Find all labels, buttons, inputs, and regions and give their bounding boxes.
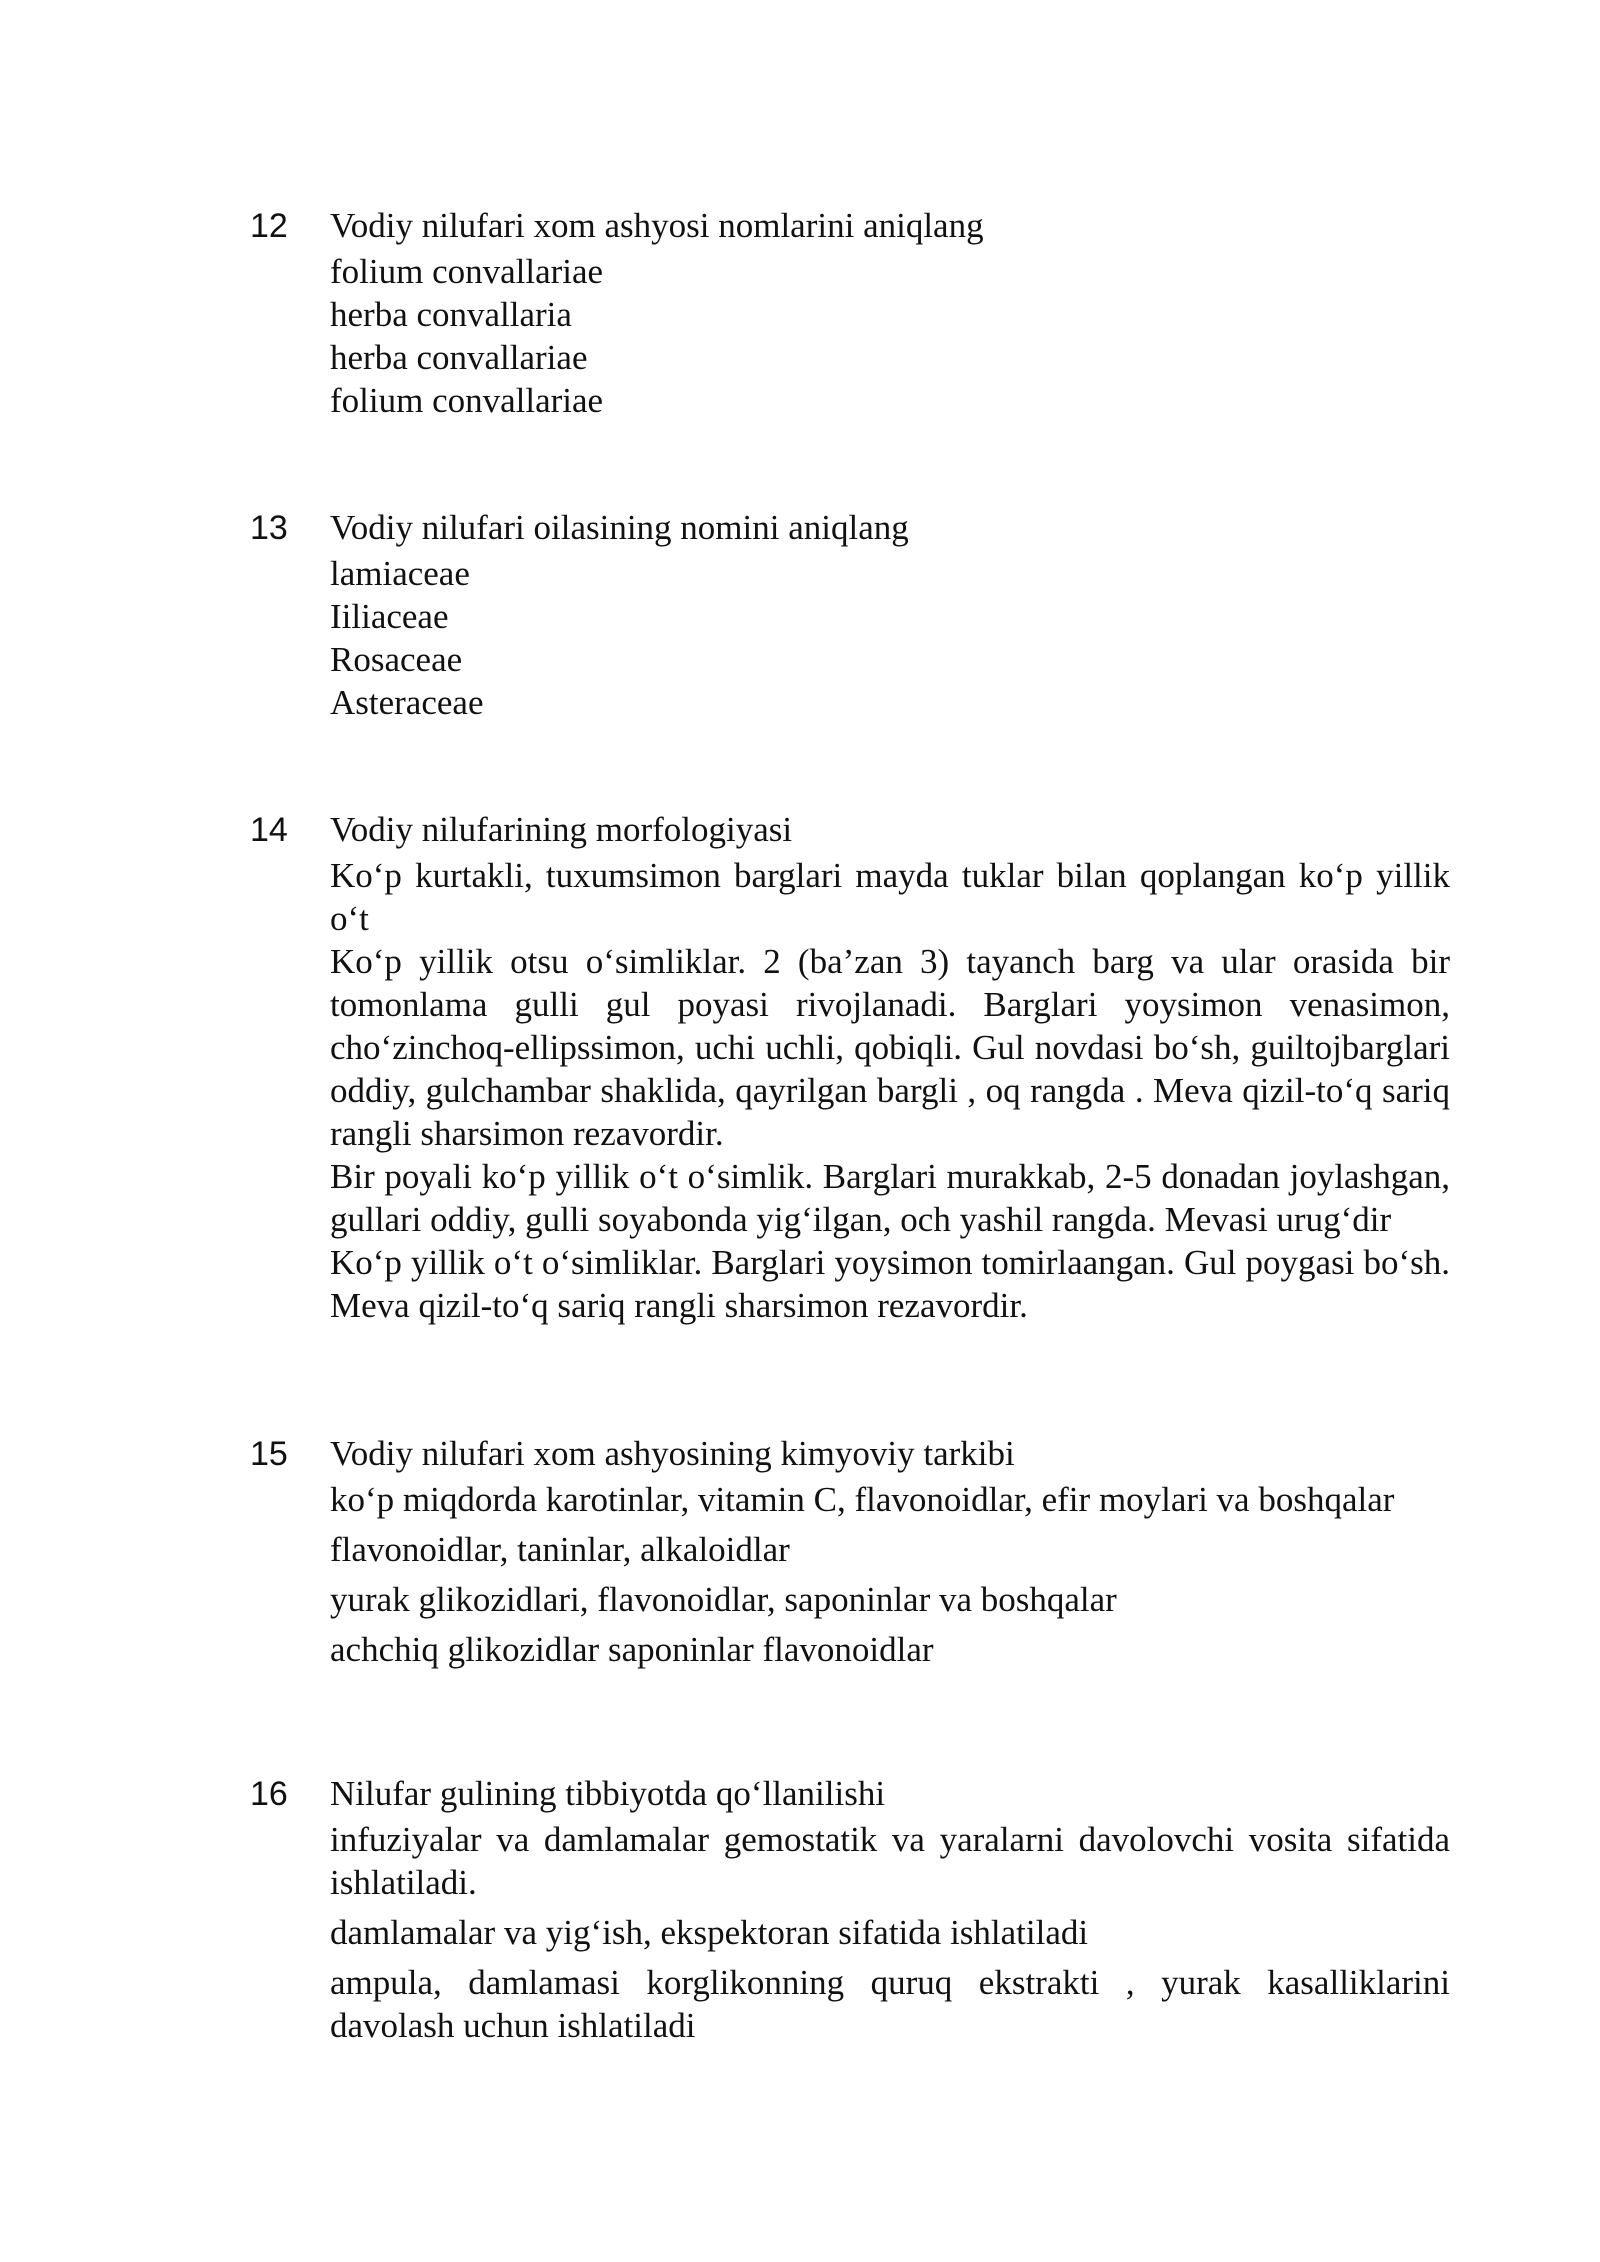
answer-option: flavonoidlar, taninlar, alkaloidlar (330, 1530, 790, 1569)
question-number: 16 (250, 1775, 288, 1813)
question-body (330, 1432, 1450, 1678)
answer-options (330, 1478, 1450, 1671)
question-number: 14 (250, 811, 288, 849)
question-body (330, 506, 1450, 724)
answer-option: Iiliaceae (330, 597, 449, 636)
answer-options (330, 1818, 1450, 2047)
answer-option: folium convallariae (330, 252, 604, 291)
answer-option: lamiaceae (330, 554, 470, 593)
question-text: Vodiy nilufari xom ashyosining kimyoviy tarkibi (330, 1434, 1015, 1473)
answer-option: folium convallariae (330, 381, 604, 420)
answer-option: ampula, damlamasi korglikonning quruq ekstrakti , yurak kasalliklarini davolash uchun ishlatiladi (330, 1963, 1450, 2045)
answer-option: Bir poyali ko‘p yillik o‘t o‘simlik. Barglari murakkab, 2-5 donadan joylashgan, gullari oddiy, gulli soyabonda yig‘ilgan, och yashil rangda. Mevasi urug‘dir (330, 1157, 1450, 1239)
answer-option: Ko‘p yillik otsu o‘simliklar. 2 (ba’zan 3) tayanch barg va ular orasida bir tomonlama gulli gul poyasi rivojlanadi. Barglari yoysimon venasimon, cho‘zinchoq-ellipssimon, uchi uchli, qobiqli. Gul novdasi bo‘sh, guiltojbarglari oddiy, gulchambar shaklida, qayrilgan bargli , oq rangda . Meva qizil-to‘q sariq rangli sharsimon rezavordir. (330, 942, 1450, 1153)
question-number: 13 (250, 509, 288, 547)
question-text: Vodiy nilufari xom ashyosi nomlarini aniqlang (330, 206, 984, 245)
answer-options (330, 854, 1450, 1327)
answer-options (330, 552, 1450, 724)
question-number: 12 (250, 207, 288, 245)
answer-option: Ko‘p kurtakli, tuxumsimon barglari mayda tuklar bilan qoplangan ko‘p yillik o‘t (330, 856, 1450, 938)
answer-option: Ko‘p yillik o‘t o‘simliklar. Barglari yoysimon tomirlaangan. Gul poygasi bo‘sh. Meva qizil-to‘q sariq rangli sharsimon rezavordir. (330, 1243, 1450, 1325)
answer-option: infuziyalar va damlamalar gemostatik va yaralarni davolovchi vosita sifatida ishlatiladi. (330, 1820, 1450, 1902)
answer-option: Asteraceae (330, 683, 484, 722)
answer-option: achchiq glikozidlar saponinlar flavonoidlar (330, 1630, 934, 1669)
answer-options (330, 250, 1450, 422)
question-body (330, 204, 1450, 422)
question-text: Vodiy nilufari oilasining nomini aniqlang (330, 508, 909, 547)
answer-option: damlamalar va yig‘ish, ekspektoran sifatida ishlatiladi (330, 1913, 1089, 1952)
question-text: Vodiy nilufarining morfologiyasi (330, 810, 793, 849)
answer-option: yurak glikozidlari, flavonoidlar, saponinlar va boshqalar (330, 1580, 1117, 1619)
question-body (330, 808, 1450, 1327)
answer-option: herba convallariae (330, 338, 588, 377)
answer-option: Rosaceae (330, 640, 463, 679)
answer-option: herba convallaria (330, 295, 572, 334)
question-body (330, 1772, 1450, 2054)
question-text: Nilufar gulining tibbiyotda qo‘llanilishi (330, 1774, 886, 1813)
answer-option: ko‘p miqdorda karotinlar, vitamin C, flavonoidlar, efir moylari va boshqalar (330, 1480, 1395, 1519)
question-number: 15 (250, 1435, 288, 1473)
